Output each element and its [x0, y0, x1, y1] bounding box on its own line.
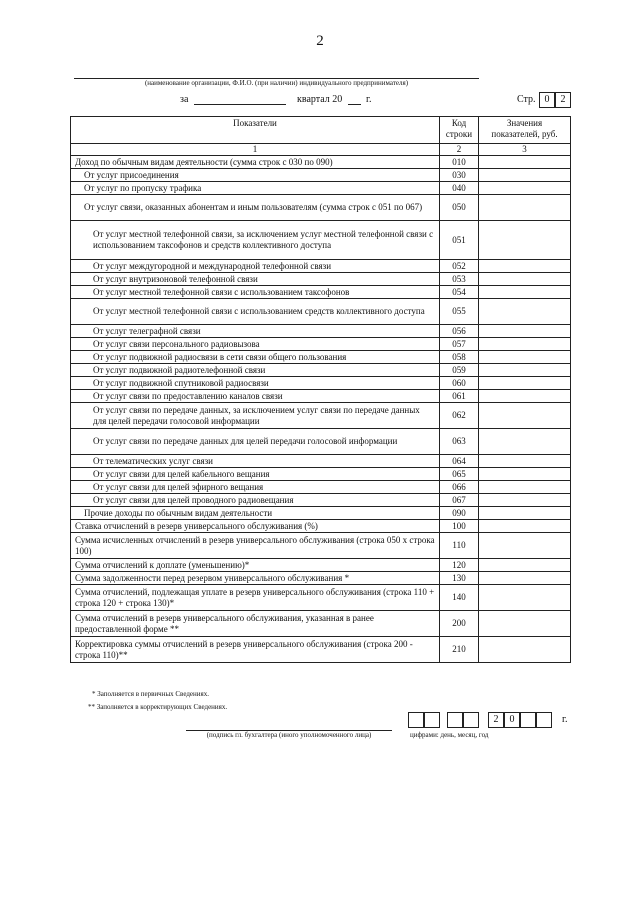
row-label: Сумма задолженности перед резервом универсального обслуживания * [71, 572, 440, 585]
date-digit-box[interactable] [424, 712, 440, 728]
row-code: 054 [440, 286, 479, 299]
organization-caption: (наименование организации, Ф.И.О. (при наличии) индивидуального предпринимателя) [144, 79, 409, 87]
table-header-row [71, 117, 571, 144]
row-label: От услуг междугородной и международной телефонной связи [71, 260, 440, 273]
row-code: 051 [440, 221, 479, 260]
row-code: 210 [440, 637, 479, 663]
signature-caption: (подпись гл. бухгалтера (иного уполномоченного лица) [206, 731, 372, 739]
row-label: От телематических услуг связи [71, 455, 440, 468]
row-value-cell[interactable] [479, 299, 571, 325]
row-code: 059 [440, 364, 479, 377]
row-label: Доход по обычным видам деятельности (сумма строк с 030 по 090) [71, 156, 440, 169]
date-digit-box[interactable] [463, 712, 479, 728]
date-digit-box[interactable]: 0 [504, 712, 520, 728]
table-row [71, 572, 571, 585]
row-value-cell[interactable] [479, 637, 571, 663]
row-value-cell[interactable] [479, 429, 571, 455]
row-value-cell[interactable] [479, 351, 571, 364]
row-code: 065 [440, 468, 479, 481]
row-code: 010 [440, 156, 479, 169]
row-code: 120 [440, 559, 479, 572]
header-indicators: Показатели [71, 117, 440, 144]
table-row [71, 273, 571, 286]
date-caption: цифрами: день, месяц, год [410, 731, 489, 739]
date-digit-box[interactable] [408, 712, 424, 728]
row-code: 056 [440, 325, 479, 338]
row-label: От услуг связи персонального радиовызова [71, 338, 440, 351]
row-label: Сумма отчислений, подлежащая уплате в резерв универсального обслуживания (строка 110 + строка 120 + строка 130)* [71, 585, 440, 611]
row-value-cell[interactable] [479, 338, 571, 351]
row-label: Прочие доходы по обычным видам деятельности [71, 507, 440, 520]
quarter-label: квартал 20 [297, 94, 343, 105]
row-code: 063 [440, 429, 479, 455]
row-label: От услуг внутризоновой телефонной связи [71, 273, 440, 286]
row-label: От услуг связи для целей проводного радиовещания [71, 494, 440, 507]
row-code: 100 [440, 520, 479, 533]
row-code: 040 [440, 182, 479, 195]
table-row [71, 455, 571, 468]
row-label: От услуг связи для целей эфирного вещания [71, 481, 440, 494]
row-value-cell[interactable] [479, 286, 571, 299]
row-value-cell[interactable] [479, 611, 571, 637]
row-code: 057 [440, 338, 479, 351]
row-code: 053 [440, 273, 479, 286]
row-label: От услуг подвижной спутниковой радиосвязи [71, 377, 440, 390]
table-row [71, 637, 571, 663]
row-code: 060 [440, 377, 479, 390]
row-value-cell[interactable] [479, 455, 571, 468]
table-row [71, 299, 571, 325]
row-value-cell[interactable] [479, 559, 571, 572]
period-prefix: за [180, 94, 189, 105]
year-blank [348, 104, 361, 105]
row-code: 064 [440, 455, 479, 468]
row-label: От услуг присоединения [71, 169, 440, 182]
column-number: 3 [479, 144, 571, 156]
row-label: Ставка отчислений в резерв универсального обслуживания (%) [71, 520, 440, 533]
date-digit-box[interactable] [536, 712, 552, 728]
row-label: От услуг по пропуску трафика [71, 182, 440, 195]
date-year-suffix: г. [562, 714, 568, 725]
column-number: 2 [440, 144, 479, 156]
row-value-cell[interactable] [479, 403, 571, 429]
row-value-cell[interactable] [479, 572, 571, 585]
row-code: 090 [440, 507, 479, 520]
table-row [71, 611, 571, 637]
row-value-cell[interactable] [479, 169, 571, 182]
row-code: 200 [440, 611, 479, 637]
row-label: От услуг связи по предоставлению каналов связи [71, 390, 440, 403]
row-value-cell[interactable] [479, 260, 571, 273]
table-row [71, 351, 571, 364]
row-label: От услуг связи по передаче данных, за исключением услуг связи по передаче данных для целей передачи голосовой информации [71, 403, 440, 429]
row-value-cell[interactable] [479, 182, 571, 195]
row-value-cell[interactable] [479, 494, 571, 507]
column-number-row [71, 144, 571, 156]
table-row [71, 338, 571, 351]
row-label: Корректировка суммы отчислений в резерв универсального обслуживания (строка 200 - строка 110)** [71, 637, 440, 663]
table-row [71, 390, 571, 403]
row-label: От услуг подвижной радиосвязи в сети связи общего пользования [71, 351, 440, 364]
footnote-corrective: ** Заполняется в корректирующих Сведениях. [88, 703, 228, 711]
table-row [71, 260, 571, 273]
row-value-cell[interactable] [479, 325, 571, 338]
column-number: 1 [71, 144, 440, 156]
row-label: От услуг связи для целей кабельного вещания [71, 468, 440, 481]
table-row [71, 494, 571, 507]
table-row [71, 169, 571, 182]
row-value-cell[interactable] [479, 533, 571, 559]
table-row [71, 286, 571, 299]
table-row [71, 520, 571, 533]
row-label: Сумма отчислений к доплате (уменьшению)* [71, 559, 440, 572]
page-digit-box: 0 [539, 92, 555, 108]
row-code: 067 [440, 494, 479, 507]
row-value-cell[interactable] [479, 585, 571, 611]
date-digit-box[interactable] [520, 712, 536, 728]
table-row [71, 182, 571, 195]
row-value-cell[interactable] [479, 195, 571, 221]
row-code: 055 [440, 299, 479, 325]
row-label: Сумма отчислений в резерв универсального обслуживания, указанная в ранее предоставленной форме ** [71, 611, 440, 637]
date-digit-box[interactable]: 2 [488, 712, 504, 728]
row-value-cell[interactable] [479, 364, 571, 377]
row-label: От услуг местной телефонной связи, за исключением услуг местной телефонной связи с использованием таксофонов и средств коллективного доступа [71, 221, 440, 260]
date-digit-box[interactable] [447, 712, 463, 728]
row-label: От услуг связи, оказанных абонентам и иным пользователям (сумма строк с 051 по 067) [71, 195, 440, 221]
row-value-cell[interactable] [479, 520, 571, 533]
table-row [71, 156, 571, 169]
footnote-primary: * Заполняется в первичных Сведениях. [92, 690, 209, 698]
page-label: Стр. [517, 94, 536, 105]
row-code: 030 [440, 169, 479, 182]
row-value-cell[interactable] [479, 221, 571, 260]
row-value-cell[interactable] [479, 481, 571, 494]
table-row [71, 585, 571, 611]
row-value-cell[interactable] [479, 507, 571, 520]
row-code: 058 [440, 351, 479, 364]
row-value-cell[interactable] [479, 156, 571, 169]
row-value-cell[interactable] [479, 273, 571, 286]
table-row [71, 507, 571, 520]
row-label: От услуг местной телефонной связи с использованием средств коллективного доступа [71, 299, 440, 325]
table-row [71, 195, 571, 221]
row-label: От услуг связи по передаче данных для целей передачи голосовой информации [71, 429, 440, 455]
table-row [71, 403, 571, 429]
table-row [71, 221, 571, 260]
header-values: Значения показателей, руб. [479, 117, 571, 144]
row-label: От услуг местной телефонной связи с использованием таксофонов [71, 286, 440, 299]
row-code: 130 [440, 572, 479, 585]
row-code: 062 [440, 403, 479, 429]
row-code: 110 [440, 533, 479, 559]
row-value-cell[interactable] [479, 390, 571, 403]
row-code: 061 [440, 390, 479, 403]
year-suffix: г. [366, 94, 372, 105]
table-row [71, 481, 571, 494]
indicators-table [70, 116, 571, 663]
page-digit-box: 2 [555, 92, 571, 108]
period-blank [194, 104, 286, 105]
row-code: 066 [440, 481, 479, 494]
header-code: Код строки [440, 117, 479, 144]
table-row [71, 533, 571, 559]
row-label: От услуг подвижной радиотелефонной связи [71, 364, 440, 377]
row-label: Сумма исчисленных отчислений в резерв универсального обслуживания (строка 050 х строка 100) [71, 533, 440, 559]
table-row [71, 429, 571, 455]
table-row [71, 468, 571, 481]
page-number: 2 [316, 33, 324, 49]
table-row [71, 559, 571, 572]
row-code: 052 [440, 260, 479, 273]
row-code: 050 [440, 195, 479, 221]
row-value-cell[interactable] [479, 377, 571, 390]
table-row [71, 377, 571, 390]
table-row [71, 364, 571, 377]
row-value-cell[interactable] [479, 468, 571, 481]
row-code: 140 [440, 585, 479, 611]
row-label: От услуг телеграфной связи [71, 325, 440, 338]
table-row [71, 325, 571, 338]
